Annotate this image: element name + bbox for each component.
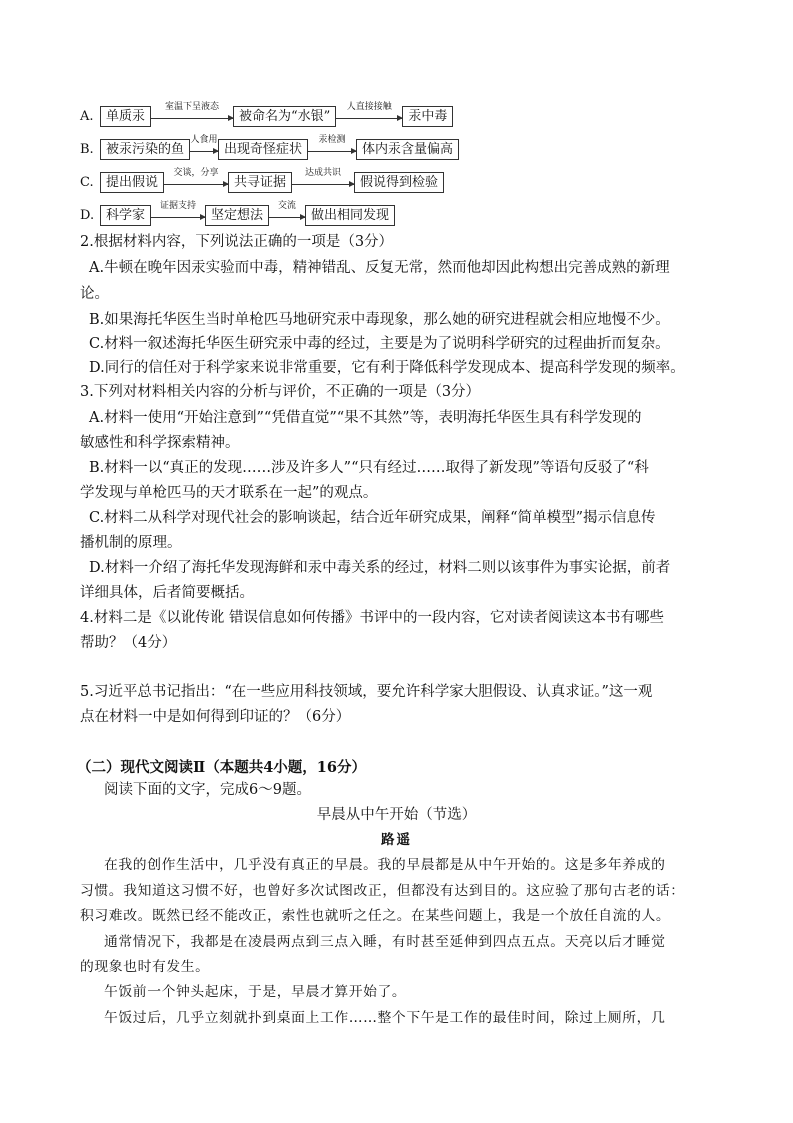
flow-arrow bbox=[164, 168, 228, 193]
flow-letter: D. bbox=[80, 207, 95, 223]
flow-arrow bbox=[308, 135, 356, 160]
flow-arrow bbox=[151, 102, 233, 127]
flow-arrow bbox=[151, 201, 205, 226]
question-3-option-d: D.材料一介绍了海托华发现海鲜和汞中毒关系的经过，材料二则以该事件为事实论据，前者 bbox=[89, 560, 671, 576]
flow-box: 体内汞含量偏高 bbox=[356, 139, 459, 160]
passage-paragraph-2-line-1: 通常情况下，我都是在凌晨两点到三点入睡，有时甚至延伸到四点五点。天亮以后才睡觉 bbox=[104, 934, 666, 950]
flow-arrow-label: 室温下呈液态 bbox=[165, 102, 220, 112]
flow-arrow-label: 人食用 bbox=[190, 135, 218, 145]
flow-letter: B. bbox=[80, 141, 94, 157]
flow-arrow-label: 证据支持 bbox=[160, 201, 197, 211]
question-3-option-c-cont: 播机制的原理。 bbox=[80, 535, 182, 551]
flow-option-d bbox=[80, 201, 395, 226]
flow-arrow bbox=[190, 135, 218, 160]
question-2-option-a: A.牛顿在晚年因汞实验而中毒，精神错乱、反复无常，然而他却因此构想出完善成熟的新理 bbox=[89, 260, 670, 276]
flow-box: 做出相同发现 bbox=[305, 205, 395, 226]
flow-box: 被汞污染的鱼 bbox=[100, 139, 190, 160]
question-2-option-d: D.同行的信任对于科学家来说非常重要，它有利于降低科学发现成本、提高科学发现的频率。 bbox=[89, 360, 685, 376]
flow-box: 坚定想法 bbox=[205, 205, 269, 226]
question-4-line-2: 帮助？（4分） bbox=[80, 635, 177, 651]
question-2-option-c: C.材料一叙述海托华医生研究汞中毒的经过，主要是为了说明科学研究的过程曲折而复杂。 bbox=[89, 336, 670, 352]
question-3-option-a: A.材料一使用“开始注意到”“凭借直觉”“果不其然”等，表明海托华医生具有科学发现的 bbox=[89, 410, 642, 426]
question-4-line-1: 4.材料二是《以讹传讹 错误信息如何传播》书评中的一段内容，它对读者阅读这本书有哪些 bbox=[80, 610, 664, 626]
flow-box: 共寻证据 bbox=[228, 172, 292, 193]
question-2-option-b: B.如果海托华医生当时单枪匹马地研究汞中毒现象，那么她的研究进程就会相应地慢不少。 bbox=[89, 312, 670, 328]
flow-arrow bbox=[292, 168, 354, 193]
question-3-option-c: C.材料二从科学对现代社会的影响谈起，结合近年研究成果，阐释“简单模型”揭示信息传 bbox=[89, 510, 656, 526]
passage-author: 路遥 bbox=[381, 832, 412, 848]
flow-box: 被命名为“水银” bbox=[233, 106, 336, 127]
flow-arrow-label: 汞检测 bbox=[318, 135, 346, 145]
question-3-option-a-cont: 敏感性和科学探索精神。 bbox=[80, 435, 240, 451]
flow-arrow-label: 交流 bbox=[278, 201, 297, 211]
section-instruction: 阅读下面的文字，完成6～9题。 bbox=[104, 782, 311, 798]
flow-box: 汞中毒 bbox=[402, 106, 453, 127]
question-2-stem: 2.根据材料内容，下列说法正确的一项是（3分） bbox=[80, 234, 394, 250]
flow-option-a bbox=[80, 102, 453, 127]
question-3-stem: 3.下列对材料相关内容的分析与评价，不正确的一项是（3分） bbox=[80, 384, 481, 400]
passage-paragraph-1-line-2: 习惯。我知道这习惯不好，也曾好多次试图改正，但都没有达到目的。这应验了那句古老的话： bbox=[80, 883, 685, 899]
flow-option-b bbox=[80, 135, 459, 160]
passage-paragraph-1-line-3: 积习难改。既然已经不能改正，索性也就听之任之。在某些问题上，我是一个放任自流的人。 bbox=[80, 908, 671, 924]
flow-box: 科学家 bbox=[100, 205, 151, 226]
question-3-option-b-cont: 学发现与单枪匹马的天才联系在一起”的观点。 bbox=[80, 485, 378, 501]
passage-paragraph-3: 午饭前一个钟头起床，于是，早晨才算开始了。 bbox=[104, 984, 407, 1000]
question-3-option-d-cont: 详细具体，后者简要概括。 bbox=[80, 585, 254, 601]
section-heading: （二）现代文阅读Ⅱ（本题共4小题，16分） bbox=[77, 759, 366, 776]
flow-option-c bbox=[80, 168, 444, 193]
question-2-option-a-cont: 论。 bbox=[80, 286, 109, 302]
flow-arrow-label: 交谈，分享 bbox=[173, 168, 219, 178]
passage-paragraph-2-line-2: 的现象也时有发生。 bbox=[80, 959, 210, 975]
passage-paragraph-4-line-1: 午饭过后，几乎立刻就扑到桌面上工作……整个下午是工作的最佳时间，除过上厕所，几 bbox=[104, 1010, 666, 1026]
flow-box: 单质汞 bbox=[100, 106, 151, 127]
flow-box: 假说得到检验 bbox=[354, 172, 444, 193]
question-3-option-b: B.材料一以“真正的发现……涉及许多人”“只有经过……取得了新发现”等语句反驳了“科 bbox=[89, 460, 649, 476]
flow-letter: A. bbox=[80, 108, 94, 124]
flow-arrow-label: 人直接接触 bbox=[346, 102, 392, 112]
question-5-line-2: 点在材料一中是如何得到印证的？（6分） bbox=[80, 709, 351, 725]
passage-paragraph-1-line-1: 在我的创作生活中，几乎没有真正的早晨。我的早晨都是从中午开始的。这是多年养成的 bbox=[104, 857, 666, 873]
flow-arrow-label: 达成共识 bbox=[305, 168, 342, 178]
flow-arrow bbox=[269, 201, 305, 226]
question-5-line-1: 5.习近平总书记指出：“在一些应用科技领域，要允许科学家大胆假设、认真求证。”这一观 bbox=[80, 684, 653, 700]
passage-title: 早晨从中午开始（节选） bbox=[316, 807, 477, 823]
flow-letter: C. bbox=[80, 174, 94, 190]
flow-box: 出现奇怪症状 bbox=[218, 139, 308, 160]
flow-arrow bbox=[336, 102, 402, 127]
flow-box: 提出假说 bbox=[100, 172, 164, 193]
